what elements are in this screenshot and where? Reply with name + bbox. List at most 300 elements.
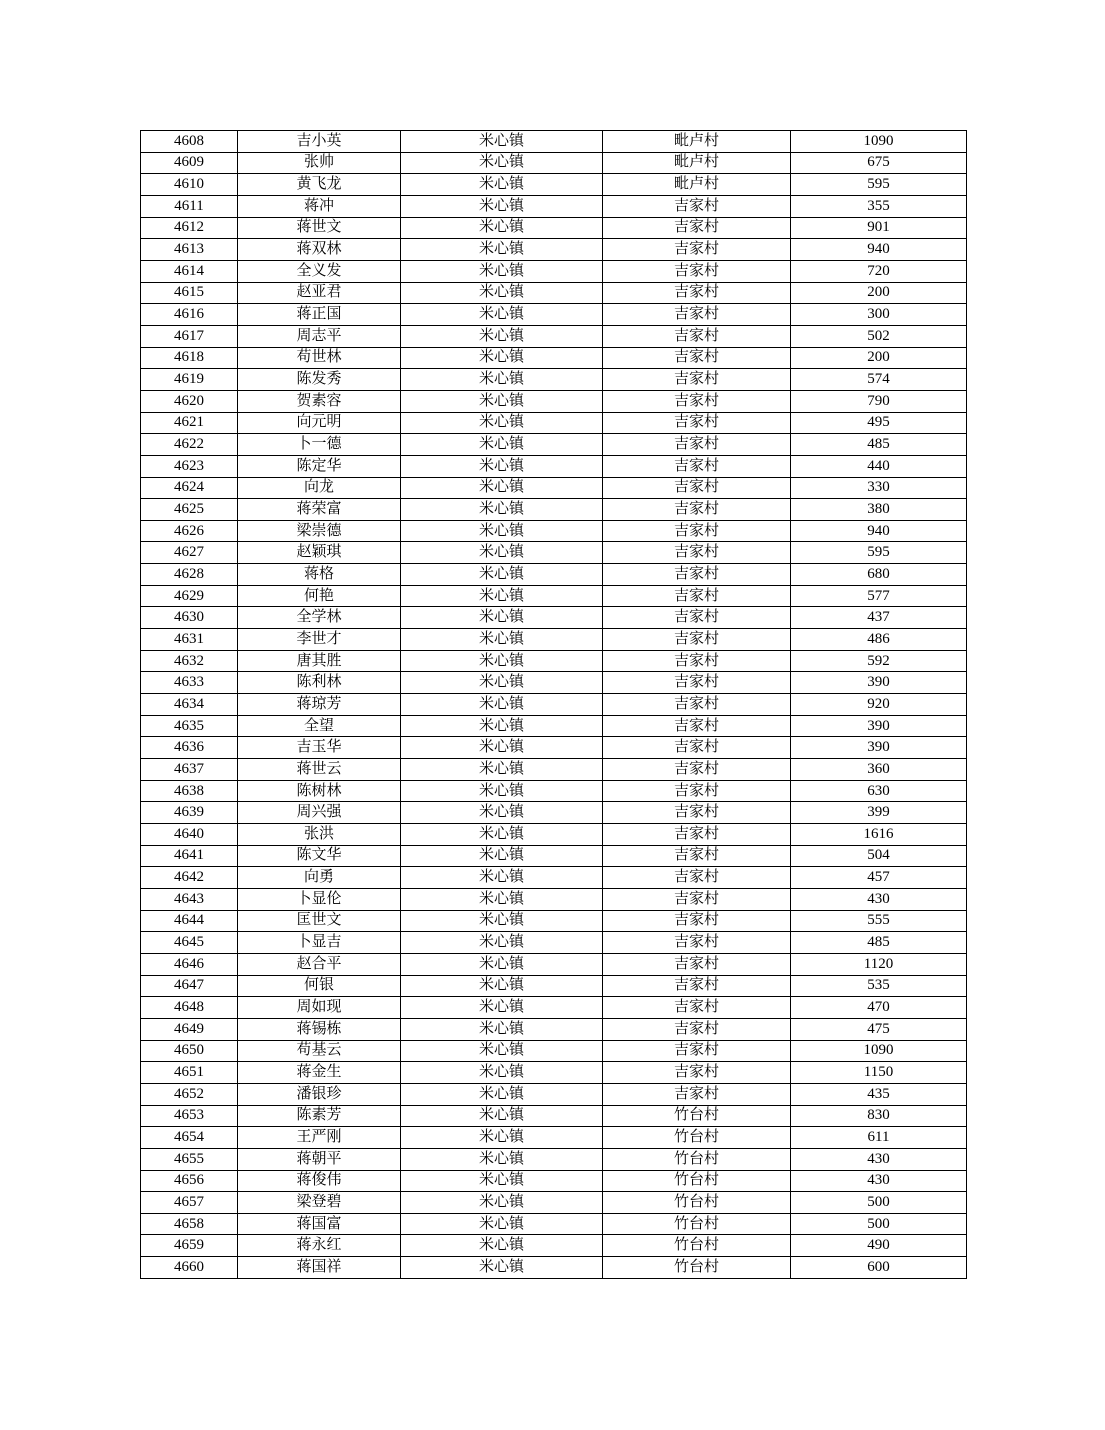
table-cell-village: 吉家村 — [603, 260, 791, 282]
table-cell-name: 苟世林 — [238, 347, 401, 369]
table-cell-town: 米心镇 — [401, 585, 603, 607]
table-cell-village: 吉家村 — [603, 953, 791, 975]
table-cell-amount: 399 — [791, 802, 967, 824]
table-cell-village: 吉家村 — [603, 325, 791, 347]
table-cell-id: 4642 — [141, 867, 238, 889]
table-cell-amount: 440 — [791, 455, 967, 477]
table-cell-id: 4630 — [141, 607, 238, 629]
table-cell-amount: 720 — [791, 260, 967, 282]
table-row — [141, 1148, 967, 1170]
table-cell-name: 蒋俊伟 — [238, 1170, 401, 1192]
table-cell-name: 何银 — [238, 975, 401, 997]
table-cell-amount: 500 — [791, 1213, 967, 1235]
table-cell-town: 米心镇 — [401, 217, 603, 239]
table-cell-amount: 430 — [791, 1170, 967, 1192]
table-row — [141, 347, 967, 369]
table-cell-amount: 675 — [791, 152, 967, 174]
table-cell-town: 米心镇 — [401, 932, 603, 954]
table-cell-town: 米心镇 — [401, 1148, 603, 1170]
table-cell-town: 米心镇 — [401, 369, 603, 391]
table-cell-name: 吉小英 — [238, 131, 401, 153]
table-cell-village: 竹台村 — [603, 1127, 791, 1149]
table-cell-name: 陈定华 — [238, 455, 401, 477]
table-cell-amount: 574 — [791, 369, 967, 391]
table-cell-town: 米心镇 — [401, 564, 603, 586]
table-cell-village: 吉家村 — [603, 520, 791, 542]
table-cell-id: 4610 — [141, 174, 238, 196]
table-cell-town: 米心镇 — [401, 607, 603, 629]
table-cell-id: 4617 — [141, 325, 238, 347]
table-cell-id: 4637 — [141, 759, 238, 781]
table-cell-id: 4626 — [141, 520, 238, 542]
table-row — [141, 650, 967, 672]
table-cell-amount: 940 — [791, 239, 967, 261]
table-cell-id: 4655 — [141, 1148, 238, 1170]
table-cell-amount: 630 — [791, 780, 967, 802]
table-cell-id: 4623 — [141, 455, 238, 477]
table-cell-town: 米心镇 — [401, 499, 603, 521]
table-cell-village: 吉家村 — [603, 997, 791, 1019]
table-cell-amount: 200 — [791, 282, 967, 304]
table-cell-town: 米心镇 — [401, 759, 603, 781]
table-cell-town: 米心镇 — [401, 434, 603, 456]
table-cell-amount: 920 — [791, 694, 967, 716]
table-cell-town: 米心镇 — [401, 477, 603, 499]
table-row — [141, 239, 967, 261]
table-cell-name: 蒋正国 — [238, 304, 401, 326]
data-table — [140, 130, 967, 1279]
table-cell-amount: 1090 — [791, 131, 967, 153]
table-cell-id: 4638 — [141, 780, 238, 802]
table-cell-town: 米心镇 — [401, 672, 603, 694]
table-cell-amount: 1150 — [791, 1062, 967, 1084]
table-cell-village: 吉家村 — [603, 694, 791, 716]
table-cell-name: 苟基云 — [238, 1040, 401, 1062]
table-cell-town: 米心镇 — [401, 780, 603, 802]
table-cell-town: 米心镇 — [401, 260, 603, 282]
table-cell-id: 4613 — [141, 239, 238, 261]
table-row — [141, 845, 967, 867]
table-cell-name: 陈文华 — [238, 845, 401, 867]
table-cell-name: 陈树林 — [238, 780, 401, 802]
table-cell-village: 吉家村 — [603, 585, 791, 607]
table-cell-id: 4619 — [141, 369, 238, 391]
table-cell-id: 4608 — [141, 131, 238, 153]
table-cell-id: 4629 — [141, 585, 238, 607]
table-cell-amount: 430 — [791, 888, 967, 910]
table-cell-village: 吉家村 — [603, 1062, 791, 1084]
table-cell-amount: 495 — [791, 412, 967, 434]
table-row — [141, 152, 967, 174]
table-row — [141, 412, 967, 434]
table-cell-town: 米心镇 — [401, 1192, 603, 1214]
table-row — [141, 390, 967, 412]
table-cell-town: 米心镇 — [401, 542, 603, 564]
table-row — [141, 1170, 967, 1192]
table-row — [141, 932, 967, 954]
table-cell-amount: 437 — [791, 607, 967, 629]
table-cell-town: 米心镇 — [401, 975, 603, 997]
table-cell-town: 米心镇 — [401, 390, 603, 412]
table-row — [141, 888, 967, 910]
table-cell-town: 米心镇 — [401, 888, 603, 910]
table-cell-amount: 470 — [791, 997, 967, 1019]
table-row — [141, 282, 967, 304]
table-cell-village: 吉家村 — [603, 910, 791, 932]
table-cell-amount: 390 — [791, 715, 967, 737]
table-cell-name: 梁崇德 — [238, 520, 401, 542]
table-cell-name: 蒋朝平 — [238, 1148, 401, 1170]
table-cell-id: 4624 — [141, 477, 238, 499]
table-row — [141, 1018, 967, 1040]
table-row — [141, 629, 967, 651]
table-cell-village: 吉家村 — [603, 1083, 791, 1105]
table-cell-town: 米心镇 — [401, 650, 603, 672]
table-row — [141, 304, 967, 326]
table-cell-name: 潘银珍 — [238, 1083, 401, 1105]
table-cell-village: 毗卢村 — [603, 174, 791, 196]
table-cell-id: 4641 — [141, 845, 238, 867]
table-row — [141, 434, 967, 456]
table-cell-name: 蒋国富 — [238, 1213, 401, 1235]
table-cell-town: 米心镇 — [401, 1062, 603, 1084]
table-cell-id: 4622 — [141, 434, 238, 456]
table-cell-id: 4647 — [141, 975, 238, 997]
table-cell-amount: 901 — [791, 217, 967, 239]
table-cell-amount: 390 — [791, 672, 967, 694]
table-row — [141, 455, 967, 477]
table-cell-village: 吉家村 — [603, 607, 791, 629]
table-cell-name: 卜一德 — [238, 434, 401, 456]
table-row — [141, 1127, 967, 1149]
table-cell-name: 黄飞龙 — [238, 174, 401, 196]
table-cell-village: 吉家村 — [603, 975, 791, 997]
table-cell-town: 米心镇 — [401, 1170, 603, 1192]
table-cell-village: 吉家村 — [603, 867, 791, 889]
table-cell-town: 米心镇 — [401, 131, 603, 153]
table-cell-village: 吉家村 — [603, 759, 791, 781]
table-cell-id: 4618 — [141, 347, 238, 369]
table-row — [141, 607, 967, 629]
table-cell-name: 全望 — [238, 715, 401, 737]
table-cell-amount: 830 — [791, 1105, 967, 1127]
table-cell-name: 唐其胜 — [238, 650, 401, 672]
table-cell-town: 米心镇 — [401, 953, 603, 975]
table-cell-amount: 475 — [791, 1018, 967, 1040]
table-cell-name: 王严刚 — [238, 1127, 401, 1149]
table-cell-id: 4640 — [141, 824, 238, 846]
table-cell-id: 4616 — [141, 304, 238, 326]
table-row — [141, 802, 967, 824]
table-row — [141, 195, 967, 217]
table-cell-name: 梁登碧 — [238, 1192, 401, 1214]
table-cell-amount: 390 — [791, 737, 967, 759]
table-cell-village: 吉家村 — [603, 412, 791, 434]
table-row — [141, 499, 967, 521]
table-cell-town: 米心镇 — [401, 1040, 603, 1062]
table-cell-name: 蒋格 — [238, 564, 401, 586]
table-cell-name: 匡世文 — [238, 910, 401, 932]
table-row — [141, 325, 967, 347]
table-row — [141, 131, 967, 153]
table-cell-town: 米心镇 — [401, 304, 603, 326]
table-cell-id: 4653 — [141, 1105, 238, 1127]
table-row — [141, 1083, 967, 1105]
table-cell-town: 米心镇 — [401, 239, 603, 261]
table-row — [141, 672, 967, 694]
table-cell-name: 全义发 — [238, 260, 401, 282]
table-cell-village: 吉家村 — [603, 802, 791, 824]
table-row — [141, 1062, 967, 1084]
table-cell-village: 吉家村 — [603, 737, 791, 759]
table-cell-town: 米心镇 — [401, 1257, 603, 1279]
table-cell-village: 吉家村 — [603, 1018, 791, 1040]
table-cell-village: 吉家村 — [603, 542, 791, 564]
table-cell-town: 米心镇 — [401, 802, 603, 824]
table-cell-town: 米心镇 — [401, 347, 603, 369]
table-cell-name: 赵颖琪 — [238, 542, 401, 564]
table-cell-village: 吉家村 — [603, 888, 791, 910]
table-cell-name: 蒋永红 — [238, 1235, 401, 1257]
table-cell-id: 4660 — [141, 1257, 238, 1279]
table-cell-amount: 500 — [791, 1192, 967, 1214]
table-cell-village: 吉家村 — [603, 455, 791, 477]
table-cell-name: 赵合平 — [238, 953, 401, 975]
table-row — [141, 694, 967, 716]
table-row — [141, 953, 967, 975]
table-cell-village: 吉家村 — [603, 369, 791, 391]
table-cell-amount: 490 — [791, 1235, 967, 1257]
table-cell-name: 向勇 — [238, 867, 401, 889]
table-cell-amount: 940 — [791, 520, 967, 542]
table-cell-town: 米心镇 — [401, 1018, 603, 1040]
table-row — [141, 217, 967, 239]
table-cell-amount: 435 — [791, 1083, 967, 1105]
table-cell-town: 米心镇 — [401, 325, 603, 347]
table-cell-name: 周志平 — [238, 325, 401, 347]
table-cell-village: 吉家村 — [603, 1040, 791, 1062]
table-cell-name: 周兴强 — [238, 802, 401, 824]
table-cell-id: 4633 — [141, 672, 238, 694]
table-cell-amount: 502 — [791, 325, 967, 347]
table-cell-village: 吉家村 — [603, 824, 791, 846]
table-row — [141, 369, 967, 391]
table-cell-town: 米心镇 — [401, 715, 603, 737]
table-row — [141, 867, 967, 889]
table-cell-village: 吉家村 — [603, 564, 791, 586]
table-cell-name: 李世才 — [238, 629, 401, 651]
table-cell-id: 4609 — [141, 152, 238, 174]
table-cell-id: 4620 — [141, 390, 238, 412]
table-row — [141, 759, 967, 781]
table-cell-village: 竹台村 — [603, 1213, 791, 1235]
table-cell-town: 米心镇 — [401, 824, 603, 846]
table-cell-village: 竹台村 — [603, 1148, 791, 1170]
table-cell-village: 吉家村 — [603, 347, 791, 369]
table-cell-village: 吉家村 — [603, 282, 791, 304]
table-cell-amount: 430 — [791, 1148, 967, 1170]
table-row — [141, 824, 967, 846]
table-cell-name: 蒋锡栋 — [238, 1018, 401, 1040]
table-cell-amount: 555 — [791, 910, 967, 932]
table-cell-name: 赵亚君 — [238, 282, 401, 304]
table-cell-name: 周如现 — [238, 997, 401, 1019]
table-cell-town: 米心镇 — [401, 867, 603, 889]
table-row — [141, 477, 967, 499]
table-row — [141, 1040, 967, 1062]
table-cell-amount: 592 — [791, 650, 967, 672]
table-cell-amount: 485 — [791, 932, 967, 954]
table-cell-name: 向龙 — [238, 477, 401, 499]
table-cell-town: 米心镇 — [401, 629, 603, 651]
table-row — [141, 1235, 967, 1257]
table-cell-amount: 360 — [791, 759, 967, 781]
table-cell-amount: 457 — [791, 867, 967, 889]
table-row — [141, 1213, 967, 1235]
table-cell-village: 吉家村 — [603, 845, 791, 867]
table-cell-id: 4658 — [141, 1213, 238, 1235]
table-cell-town: 米心镇 — [401, 1213, 603, 1235]
table-cell-id: 4628 — [141, 564, 238, 586]
table-cell-town: 米心镇 — [401, 694, 603, 716]
table-cell-name: 吉玉华 — [238, 737, 401, 759]
table-row — [141, 997, 967, 1019]
table-cell-town: 米心镇 — [401, 195, 603, 217]
table-cell-name: 蒋冲 — [238, 195, 401, 217]
table-cell-village: 吉家村 — [603, 434, 791, 456]
table-cell-amount: 577 — [791, 585, 967, 607]
table-cell-village: 吉家村 — [603, 629, 791, 651]
table-row — [141, 564, 967, 586]
table-cell-id: 4643 — [141, 888, 238, 910]
table-cell-id: 4634 — [141, 694, 238, 716]
table-cell-town: 米心镇 — [401, 152, 603, 174]
table-cell-amount: 330 — [791, 477, 967, 499]
table-cell-village: 吉家村 — [603, 672, 791, 694]
table-cell-amount: 595 — [791, 542, 967, 564]
table-row — [141, 1192, 967, 1214]
table-cell-id: 4632 — [141, 650, 238, 672]
table-row — [141, 737, 967, 759]
table-row — [141, 1105, 967, 1127]
table-row — [141, 174, 967, 196]
table-cell-town: 米心镇 — [401, 910, 603, 932]
table-cell-amount: 200 — [791, 347, 967, 369]
table-cell-name: 蒋琼芳 — [238, 694, 401, 716]
table-cell-amount: 595 — [791, 174, 967, 196]
table-cell-village: 吉家村 — [603, 650, 791, 672]
table-cell-id: 4659 — [141, 1235, 238, 1257]
table-cell-village: 吉家村 — [603, 304, 791, 326]
table-cell-village: 竹台村 — [603, 1192, 791, 1214]
table-cell-village: 竹台村 — [603, 1105, 791, 1127]
table-cell-id: 4646 — [141, 953, 238, 975]
table-cell-village: 吉家村 — [603, 390, 791, 412]
table-cell-id: 4615 — [141, 282, 238, 304]
table-cell-town: 米心镇 — [401, 1127, 603, 1149]
table-cell-name: 卜显吉 — [238, 932, 401, 954]
table-cell-amount: 504 — [791, 845, 967, 867]
table-cell-village: 竹台村 — [603, 1170, 791, 1192]
table-row — [141, 715, 967, 737]
table-cell-name: 贺素容 — [238, 390, 401, 412]
table-cell-name: 陈素芳 — [238, 1105, 401, 1127]
table-cell-village: 吉家村 — [603, 715, 791, 737]
table-cell-id: 4611 — [141, 195, 238, 217]
table-cell-village: 吉家村 — [603, 477, 791, 499]
table-cell-amount: 1120 — [791, 953, 967, 975]
table-cell-town: 米心镇 — [401, 1105, 603, 1127]
table-cell-name: 蒋世云 — [238, 759, 401, 781]
table-row — [141, 975, 967, 997]
table-cell-amount: 485 — [791, 434, 967, 456]
table-cell-town: 米心镇 — [401, 1083, 603, 1105]
table-cell-id: 4645 — [141, 932, 238, 954]
table-row — [141, 910, 967, 932]
table-cell-id: 4627 — [141, 542, 238, 564]
table-cell-town: 米心镇 — [401, 455, 603, 477]
table-cell-id: 4621 — [141, 412, 238, 434]
table-cell-name: 向元明 — [238, 412, 401, 434]
table-row — [141, 780, 967, 802]
table-cell-id: 4614 — [141, 260, 238, 282]
table-cell-town: 米心镇 — [401, 1235, 603, 1257]
table-cell-name: 蒋金生 — [238, 1062, 401, 1084]
table-cell-amount: 380 — [791, 499, 967, 521]
table-cell-name: 张洪 — [238, 824, 401, 846]
table-cell-id: 4639 — [141, 802, 238, 824]
table-cell-amount: 355 — [791, 195, 967, 217]
table-cell-name: 全学林 — [238, 607, 401, 629]
table-cell-id: 4625 — [141, 499, 238, 521]
table-cell-id: 4650 — [141, 1040, 238, 1062]
table-cell-name: 何艳 — [238, 585, 401, 607]
table-cell-name: 张帅 — [238, 152, 401, 174]
table-cell-town: 米心镇 — [401, 282, 603, 304]
table-cell-amount: 790 — [791, 390, 967, 412]
table-row — [141, 542, 967, 564]
table-cell-amount: 680 — [791, 564, 967, 586]
table-cell-name: 蒋国祥 — [238, 1257, 401, 1279]
table-cell-village: 毗卢村 — [603, 152, 791, 174]
table-cell-village: 竹台村 — [603, 1235, 791, 1257]
table-cell-id: 4654 — [141, 1127, 238, 1149]
table-cell-id: 4656 — [141, 1170, 238, 1192]
table-cell-village: 吉家村 — [603, 239, 791, 261]
table-row — [141, 260, 967, 282]
table-cell-amount: 611 — [791, 1127, 967, 1149]
table-cell-village: 竹台村 — [603, 1257, 791, 1279]
table-body — [141, 131, 967, 1279]
table-cell-village: 吉家村 — [603, 195, 791, 217]
table-cell-amount: 486 — [791, 629, 967, 651]
table-cell-village: 吉家村 — [603, 499, 791, 521]
table-cell-amount: 300 — [791, 304, 967, 326]
table-cell-amount: 1616 — [791, 824, 967, 846]
table-cell-id: 4652 — [141, 1083, 238, 1105]
table-cell-village: 吉家村 — [603, 932, 791, 954]
table-cell-amount: 535 — [791, 975, 967, 997]
table-cell-village: 吉家村 — [603, 217, 791, 239]
table-cell-name: 蒋世文 — [238, 217, 401, 239]
table-row — [141, 585, 967, 607]
table-cell-village: 毗卢村 — [603, 131, 791, 153]
table-cell-town: 米心镇 — [401, 174, 603, 196]
table-cell-name: 蒋荣富 — [238, 499, 401, 521]
table-cell-town: 米心镇 — [401, 737, 603, 759]
table-cell-town: 米心镇 — [401, 520, 603, 542]
table-cell-id: 4631 — [141, 629, 238, 651]
